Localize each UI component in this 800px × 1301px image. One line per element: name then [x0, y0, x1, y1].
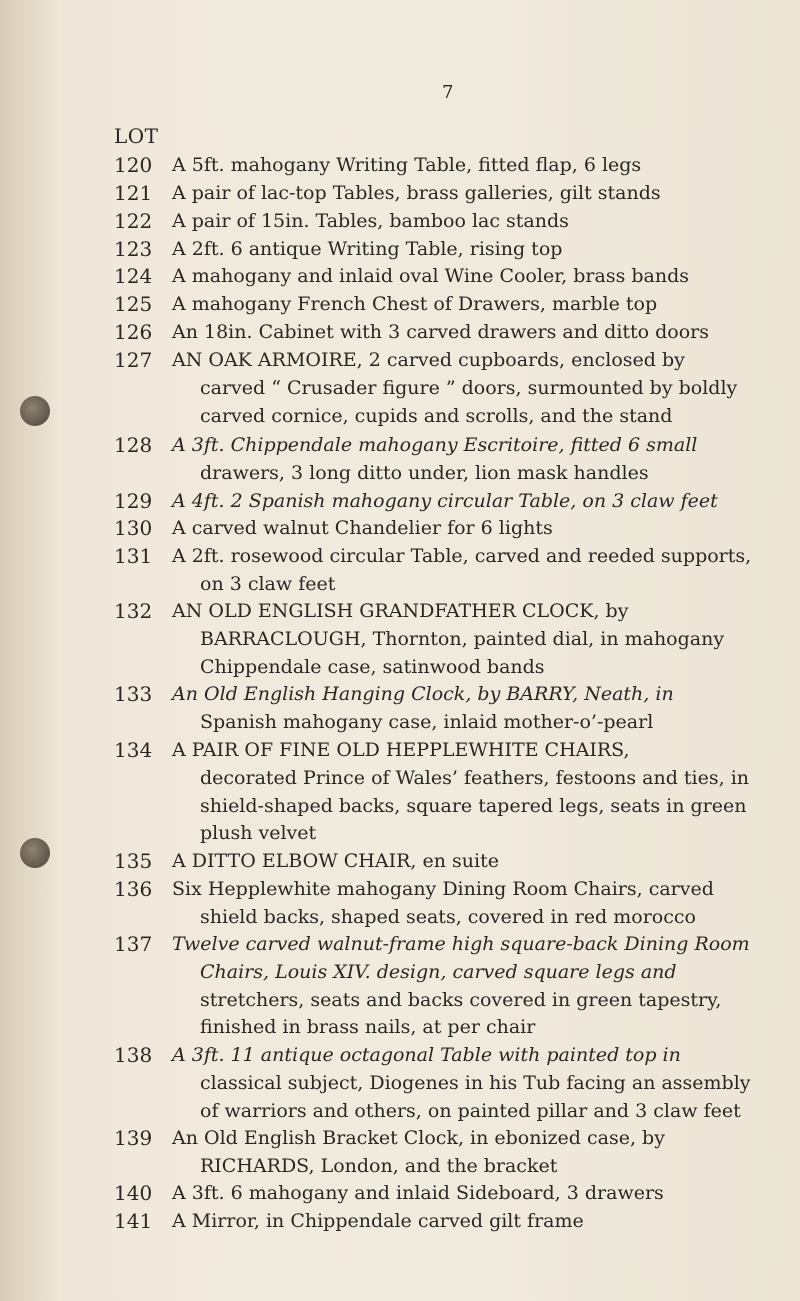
lot-number: 126 — [114, 320, 153, 344]
lot-description-line: AN OAK ARMOIRE, 2 carved cupboards, enclosed by — [172, 349, 685, 371]
lot-description-line: A pair of 15in. Tables, bamboo lac stands — [172, 210, 569, 232]
lot-description-line: An Old English Bracket Clock, in ebonized case, by — [172, 1127, 665, 1149]
lot-number: 137 — [114, 932, 153, 956]
lot-description-line: Chippendale case, satinwood bands — [200, 655, 545, 678]
lot-description-line: on 3 claw feet — [200, 572, 336, 595]
lot-description-line: plush velvet — [200, 822, 317, 845]
lot-number: 138 — [114, 1043, 153, 1067]
lot-number: 135 — [114, 849, 153, 873]
lot-number: 131 — [114, 544, 153, 568]
binding-hole — [20, 396, 50, 426]
lot-description-line: A 3ft. Chippendale mahogany Escritoire, fitted 6 small — [172, 434, 698, 456]
lot-number: 141 — [114, 1209, 153, 1233]
binding-hole — [20, 838, 50, 868]
lot-description-line: shield backs, shaped seats, covered in red morocco — [200, 905, 696, 928]
lot-description-line: A DITTO ELBOW CHAIR, en suite — [172, 850, 499, 872]
lot-description-line: BARRACLOUGH, Thornton, painted dial, in mahogany — [200, 627, 725, 650]
lot-number: 127 — [114, 348, 153, 372]
lot-description-line: classical subject, Diogenes in his Tub facing an assembly — [200, 1071, 751, 1094]
lot-description-line: finished in brass nails, at per chair — [200, 1016, 536, 1039]
lot-description-line: A PAIR OF FINE OLD HEPPLEWHITE CHAIRS, — [172, 739, 630, 761]
lot-description-line: A 3ft. 11 antique octagonal Table with painted top in — [172, 1044, 681, 1066]
lot-number: 140 — [114, 1181, 153, 1205]
lot-description-line: A mahogany French Chest of Drawers, marble top — [172, 293, 658, 315]
lot-number: 125 — [114, 292, 153, 316]
lot-number: 122 — [114, 209, 153, 233]
lot-description-line: A 5ft. mahogany Writing Table, fitted flap, 6 legs — [172, 154, 642, 176]
lot-description-line: shield-shaped backs, square tapered legs, seats in green — [200, 794, 747, 817]
lot-description-line: A carved walnut Chandelier for 6 lights — [172, 517, 553, 539]
lot-description-line: A 2ft. rosewood circular Table, carved and reeded supports, — [172, 545, 752, 567]
lot-description-line: An 18in. Cabinet with 3 carved drawers and ditto doors — [172, 321, 710, 343]
lot-number: 129 — [114, 489, 153, 513]
lot-number: 121 — [114, 181, 153, 205]
lot-description-line: A Mirror, in Chippendale carved gilt frame — [172, 1210, 584, 1232]
lot-number: 136 — [114, 877, 153, 901]
lot-description-line: decorated Prince of Wales’ feathers, festoons and ties, in — [200, 766, 750, 789]
lot-number: 120 — [114, 153, 153, 177]
lot-number: 139 — [114, 1126, 153, 1150]
lot-description-line: stretchers, seats and backs covered in green tapestry, — [200, 988, 722, 1011]
lot-description-line: drawers, 3 long ditto under, lion mask handles — [200, 461, 649, 484]
lot-number: 128 — [114, 433, 153, 457]
lot-description-line: Twelve carved walnut-frame high square-back Dining Room — [172, 933, 750, 955]
page-number: 7 — [442, 82, 454, 103]
lot-description-line: A 3ft. 6 mahogany and inlaid Sideboard, 3 drawers — [172, 1182, 664, 1204]
lot-description-line: Six Hepplewhite mahogany Dining Room Chairs, carved — [172, 878, 714, 900]
lot-column-heading: LOT — [114, 124, 159, 148]
page-binding-edge — [0, 0, 60, 1301]
lot-description-line: Spanish mahogany case, inlaid mother-o’-pearl — [200, 710, 654, 733]
lot-number: 124 — [114, 264, 153, 288]
lot-description-line: An Old English Hanging Clock, by BARRY, Neath, in — [172, 683, 674, 705]
lot-number: 132 — [114, 599, 153, 623]
lot-description-line: AN OLD ENGLISH GRANDFATHER CLOCK, by — [172, 600, 629, 622]
lot-description-line: of warriors and others, on painted pillar and 3 claw feet — [200, 1099, 741, 1122]
lot-description-line: carved cornice, cupids and scrolls, and the stand — [200, 404, 673, 427]
lot-description-line: carved “ Crusader figure ” doors, surmounted by boldly — [200, 376, 738, 399]
lot-description-line: A mahogany and inlaid oval Wine Cooler, brass bands — [172, 265, 690, 287]
lot-description-line: RICHARDS, London, and the bracket — [200, 1154, 558, 1177]
lot-number: 133 — [114, 682, 153, 706]
lot-description-line: A 4ft. 2 Spanish mahogany circular Table, on 3 claw feet — [172, 490, 718, 512]
lot-number: 134 — [114, 738, 153, 762]
lot-description-line: A 2ft. 6 antique Writing Table, rising top — [172, 238, 563, 260]
lot-number: 130 — [114, 516, 153, 540]
lot-description-line: Chairs, Louis XIV. design, carved square legs and — [200, 960, 677, 983]
lot-description-line: A pair of lac-top Tables, brass galleries, gilt stands — [172, 182, 661, 204]
lot-number: 123 — [114, 237, 153, 261]
